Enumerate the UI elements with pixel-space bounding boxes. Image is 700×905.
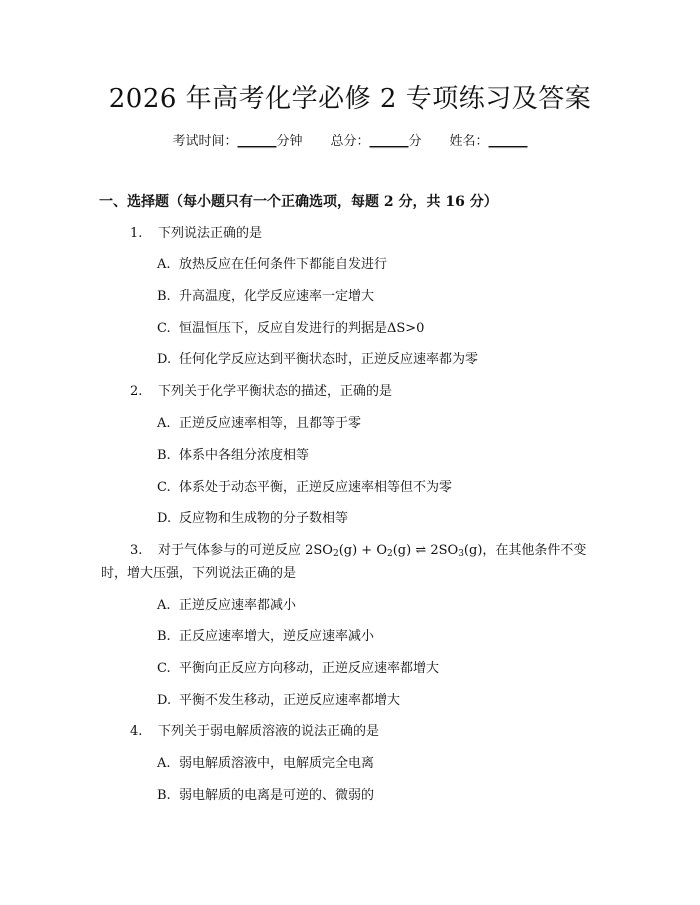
option-text: 体系中各组分浓度相等 xyxy=(179,448,310,463)
option-text: 正逆反应速率相等，且都等于零 xyxy=(179,416,362,431)
question-1-stem xyxy=(130,224,262,244)
question-4-stem xyxy=(130,722,379,742)
question-2-option-c xyxy=(157,478,452,498)
question-1-option-c xyxy=(157,319,424,339)
option-text: 放热反应在任何条件下都能自发进行 xyxy=(179,257,388,272)
exam-title: 2026 年高考化学必修 2 专项练习及答案 xyxy=(108,84,592,114)
score-blank: ______ xyxy=(369,134,409,149)
question-text: 下列关于弱电解质溶液的说法正确的是 xyxy=(158,724,380,739)
question-text-part: (g) ⇌ 2SO xyxy=(392,543,459,558)
option-text: 正反应速率增大，逆反应速率减小 xyxy=(179,629,375,644)
option-text: 平衡不发生移动，正逆反应速率都增大 xyxy=(179,693,401,708)
option-letter: A. xyxy=(157,598,171,613)
option-text: 弱电解质溶液中，电解质完全电离 xyxy=(179,756,375,771)
question-text: 下列说法正确的是 xyxy=(158,226,263,241)
question-3-option-b xyxy=(157,627,374,647)
question-3-option-a xyxy=(157,596,296,616)
question-3-option-d xyxy=(157,691,400,711)
option-letter: A. xyxy=(157,756,171,771)
question-text: 下列关于化学平衡状态的描述，正确的是 xyxy=(158,384,393,399)
option-text: 平衡向正反应方向移动，正逆反应速率都增大 xyxy=(179,661,440,676)
question-text-part: (g) + O xyxy=(338,543,387,558)
option-letter: D. xyxy=(157,693,172,708)
option-letter: B. xyxy=(157,448,171,463)
question-number: 4. xyxy=(130,724,143,739)
time-blank: ______ xyxy=(237,134,277,149)
question-number: 1. xyxy=(130,226,143,241)
option-letter: C. xyxy=(157,480,171,495)
question-2-stem xyxy=(130,382,392,402)
subscript: 2 xyxy=(386,549,393,559)
option-text: 任何化学反应达到平衡状态时，正逆反应速率都为零 xyxy=(179,352,479,367)
question-text-part: (g)，在其他条件不变 xyxy=(463,543,587,558)
question-text-part: 对于气体参与的可逆反应 2SO xyxy=(158,543,333,558)
option-letter: A. xyxy=(157,416,171,431)
option-letter: D. xyxy=(157,511,172,526)
name-label: 姓名： xyxy=(449,134,489,149)
question-number: 2. xyxy=(130,384,143,399)
question-number: 3. xyxy=(130,543,143,558)
option-text: 升高温度，化学反应速率一定增大 xyxy=(179,289,375,304)
option-letter: B. xyxy=(157,289,171,304)
score-label: 总分： xyxy=(330,134,370,149)
question-4-option-b xyxy=(157,786,374,806)
option-text: 弱电解质的电离是可逆的、微弱的 xyxy=(179,788,375,803)
question-3-stem-continued: 时，增大压强，下列说法正确的是 xyxy=(101,566,297,581)
option-letter: A. xyxy=(157,257,171,272)
option-text: 正逆反应速率都减小 xyxy=(179,598,297,613)
exam-meta xyxy=(0,132,700,152)
question-2-option-a xyxy=(157,414,361,434)
option-text: 体系处于动态平衡，正逆反应速率相等但不为零 xyxy=(179,480,453,495)
score-unit: 分 xyxy=(408,134,422,149)
question-4-option-a xyxy=(157,754,374,774)
question-1-option-d xyxy=(157,350,478,370)
name-blank: ______ xyxy=(488,134,528,149)
subscript: 3 xyxy=(458,549,464,559)
option-letter: B. xyxy=(157,788,171,803)
question-2-option-d xyxy=(157,509,348,529)
time-label: 考试时间： xyxy=(172,134,238,149)
question-3-option-c xyxy=(157,659,439,679)
option-letter: C. xyxy=(157,321,171,336)
option-text: 反应物和生成物的分子数相等 xyxy=(179,511,349,526)
question-1-option-b xyxy=(157,287,374,307)
question-3-stem xyxy=(130,541,586,561)
option-letter: C. xyxy=(157,661,171,676)
time-unit: 分钟 xyxy=(276,134,303,149)
question-2-option-b xyxy=(157,446,309,466)
subscript: 2 xyxy=(332,549,339,559)
question-1-option-a xyxy=(157,255,387,275)
option-text: 恒温恒压下，反应自发进行的判据是ΔS>0 xyxy=(179,321,425,336)
option-letter: B. xyxy=(157,629,171,644)
section-heading: 一、选择题（每小题只有一个正确选项，每题 2 分，共 16 分） xyxy=(99,194,498,210)
option-letter: D. xyxy=(157,352,172,367)
